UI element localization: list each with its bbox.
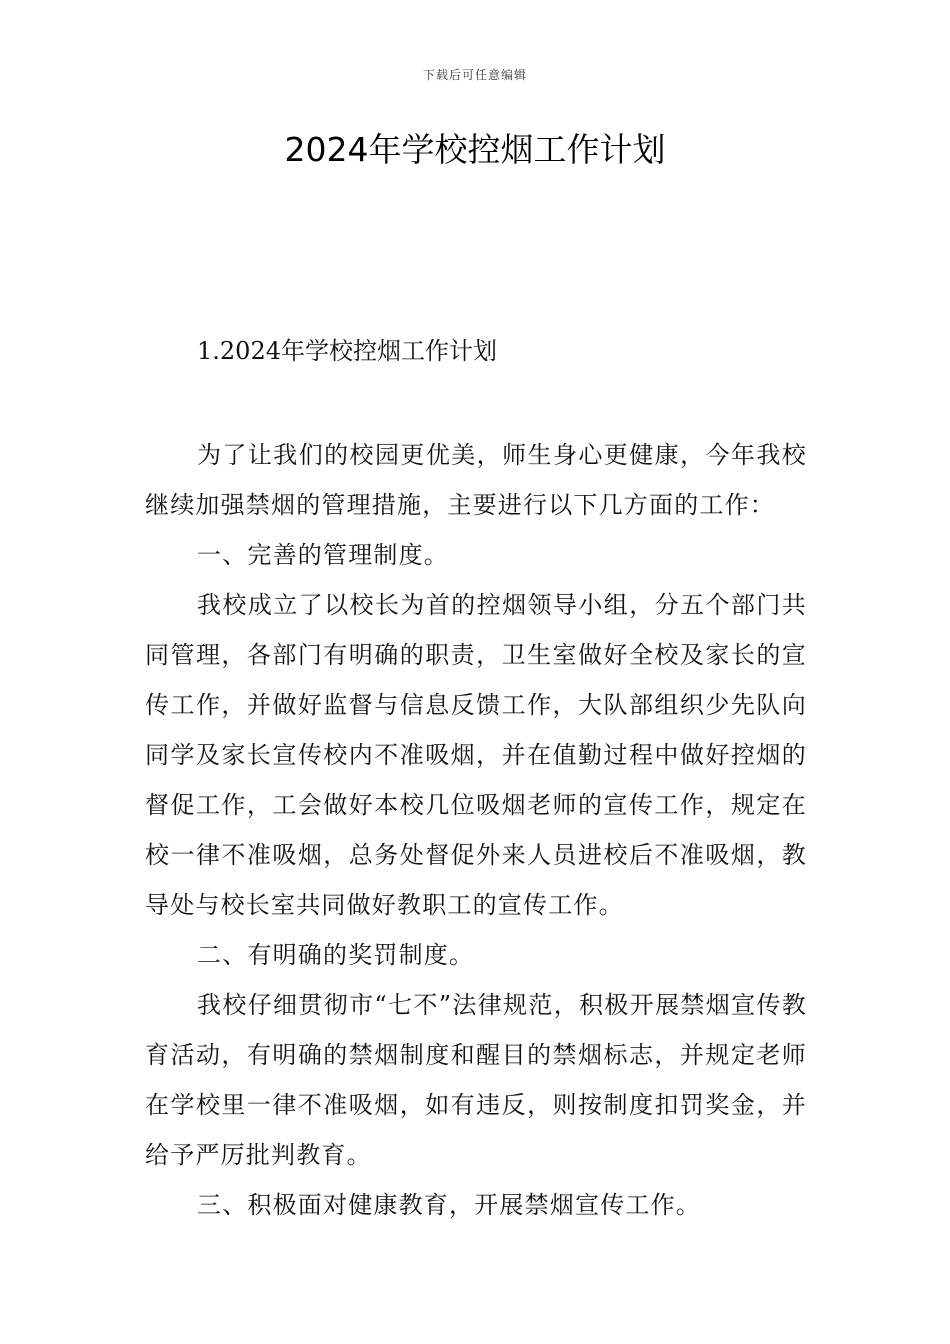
heading-reward-penalty: 二、有明确的奖罚制度。 xyxy=(197,941,475,969)
paragraph-management-system: 我校成立了以校长为首的控烟领导小组，分五个部门共同管理，各部门有明确的职责，卫生室做好全校及家长的宣传工作，并做好监督与信息反馈工作，大队部组织少先队向同学及家长宣传校内不准吸烟，并在值勤过程中做好控烟的督促工作，工会做好本校几位吸烟老师的宣传工作，规定在校一律不准吸烟，总务处督促外来人员进校后不准吸烟，教导处与校长室共同做好教职工的宣传工作。 xyxy=(145,591,807,919)
paragraph-intro: 为了让我们的校园更优美，师生身心更健康，今年我校继续加强禁烟的管理措施，主要进行以下几方面的工作： xyxy=(145,441,807,519)
section-heading: 1.2024年学校控烟工作计划 xyxy=(197,337,497,365)
heading-management-system: 一、完善的管理制度。 xyxy=(197,541,449,569)
document-body xyxy=(145,430,807,1230)
paragraph-reward-penalty: 我校仔细贯彻市“七不”法律规范，积极开展禁烟宣传教育活动，有明确的禁烟制度和醒目的禁烟标志，并规定老师在学校里一律不准吸烟，如有违反，则按制度扣罚奖金，并给予严厉批判教育。 xyxy=(145,991,807,1169)
header-note: 下载后可任意编辑 xyxy=(422,68,527,82)
heading-health-education: 三、积极面对健康教育，开展禁烟宣传工作。 xyxy=(197,1191,701,1219)
document-title: 2024年学校控烟工作计划 xyxy=(284,130,666,169)
